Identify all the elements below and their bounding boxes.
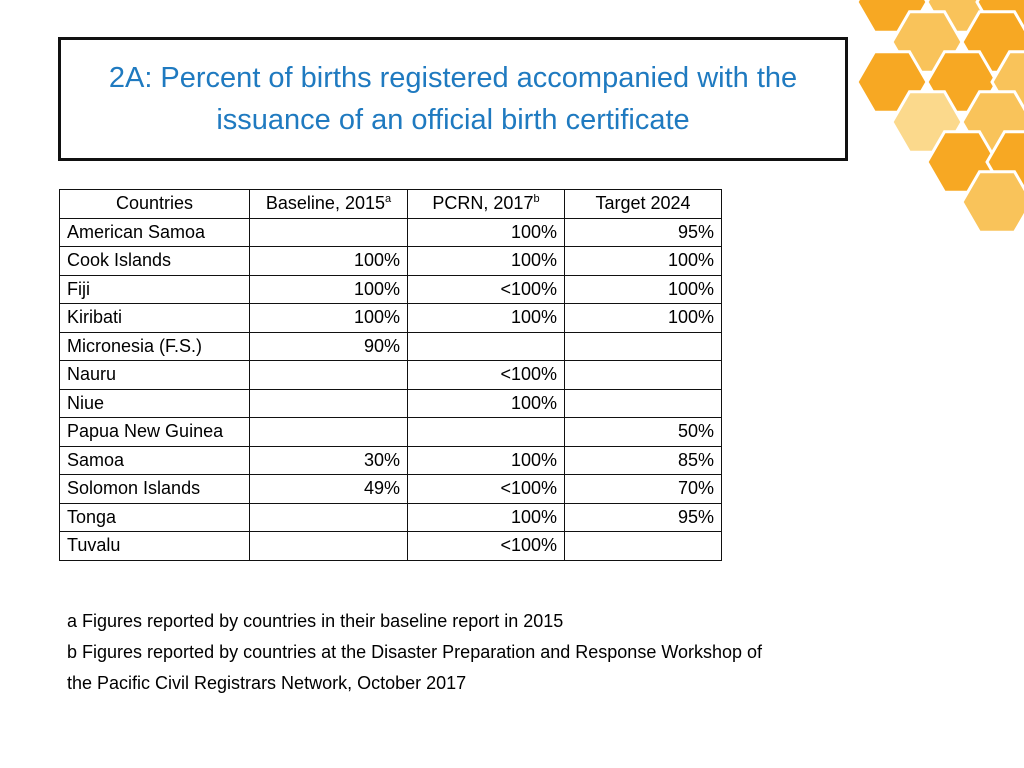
cell-pcrn: 100% [408,503,565,532]
cell-pcrn [408,418,565,447]
cell-country: American Samoa [60,218,250,247]
cell-country: Kiribati [60,304,250,333]
cell-country: Cook Islands [60,247,250,276]
cell-target [565,332,722,361]
table-header-row [60,190,722,219]
cell-pcrn: <100% [408,532,565,561]
header-pcrn-2017: PCRN, 2017$^b$ [408,190,565,219]
cell-pcrn: <100% [408,475,565,504]
table-row [60,332,722,361]
cell-pcrn: <100% [408,361,565,390]
cell-country: Niue [60,389,250,418]
header-countries: Countries [60,190,250,219]
cell-target: 95% [565,218,722,247]
cell-country: Fiji [60,275,250,304]
cell-pcrn: 100% [408,304,565,333]
cell-pcrn: 100% [408,446,565,475]
cell-country: Papua New Guinea [60,418,250,447]
cell-pcrn: 100% [408,247,565,276]
cell-baseline [250,418,408,447]
cell-country: Tuvalu [60,532,250,561]
cell-target: 100% [565,304,722,333]
table-row [60,361,722,390]
cell-target: 85% [565,446,722,475]
cell-target [565,361,722,390]
cell-pcrn [408,332,565,361]
header-target-2024: Target 2024 [565,190,722,219]
table-row [60,503,722,532]
cell-baseline: 100% [250,247,408,276]
cell-baseline: 49% [250,475,408,504]
cell-baseline [250,218,408,247]
footnotes [67,606,762,699]
cell-target: 50% [565,418,722,447]
title-box [58,37,848,161]
table-row [60,418,722,447]
cell-target: 100% [565,247,722,276]
table-row [60,304,722,333]
cell-pcrn: 100% [408,218,565,247]
honeycomb-decoration-icon [852,0,1024,250]
footnote-b-continued: the Pacific Civil Registrars Network, October 2017 [67,673,467,693]
cell-country: Solomon Islands [60,475,250,504]
table-row [60,389,722,418]
slide-title: 2A: Percent of births registered accompanied with the issuance of an official birth certificate [108,62,798,136]
cell-baseline: 30% [250,446,408,475]
cell-country: Micronesia (F.S.) [60,332,250,361]
cell-baseline [250,532,408,561]
table-row [60,446,722,475]
cell-target [565,532,722,561]
cell-baseline: 90% [250,332,408,361]
cell-baseline [250,503,408,532]
header-baseline-2015: Baseline, 2015$^a$ [250,190,408,219]
footnote-b: b Figures reported by countries at the Disaster Preparation and Response Workshop of [67,642,763,662]
table-row [60,247,722,276]
cell-baseline [250,361,408,390]
table-row [60,218,722,247]
cell-baseline: 100% [250,275,408,304]
cell-baseline [250,389,408,418]
cell-country: Nauru [60,361,250,390]
footnote-a: a Figures reported by countries in their baseline report in 2015 [67,611,564,631]
cell-country: Samoa [60,446,250,475]
cell-country: Tonga [60,503,250,532]
table-row [60,475,722,504]
cell-target: 95% [565,503,722,532]
cell-pcrn: <100% [408,275,565,304]
birth-certificate-table [59,189,722,561]
cell-target: 100% [565,275,722,304]
table-row [60,532,722,561]
table-row [60,275,722,304]
cell-target [565,389,722,418]
cell-pcrn: 100% [408,389,565,418]
cell-baseline: 100% [250,304,408,333]
cell-target: 70% [565,475,722,504]
